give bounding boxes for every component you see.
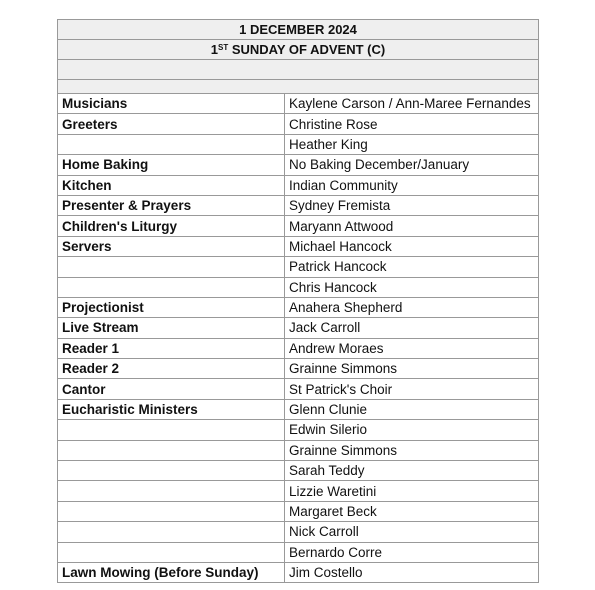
roster-table-body [58,94,539,583]
role-cell [58,440,285,460]
roster-table [57,93,539,583]
table-row [58,359,539,379]
table-row [58,134,539,154]
name-cell: Lizzie Waretini [285,481,539,501]
role-cell: Projectionist [58,297,285,317]
table-row [58,94,539,114]
role-cell [58,134,285,154]
table-row [58,379,539,399]
role-cell: Musicians [58,94,285,114]
name-cell: Anahera Shepherd [285,297,539,317]
role-cell: Home Baking [58,155,285,175]
table-row [58,318,539,338]
name-cell: Margaret Beck [285,501,539,521]
role-cell [58,501,285,521]
role-cell [58,461,285,481]
name-cell: Jim Costello [285,562,539,582]
name-cell: Andrew Moraes [285,338,539,358]
role-cell: Cantor [58,379,285,399]
table-row [58,440,539,460]
name-cell: Jack Carroll [285,318,539,338]
blank-spacer-row [57,79,539,93]
role-cell: Presenter & Prayers [58,195,285,215]
table-row [58,420,539,440]
role-cell: Reader 2 [58,359,285,379]
name-cell: Sarah Teddy [285,461,539,481]
name-cell: Bernardo Corre [285,542,539,562]
role-cell [58,277,285,297]
role-cell: Live Stream [58,318,285,338]
roster-occasion: 1ST SUNDAY OF ADVENT (C) [57,39,539,59]
table-row [58,155,539,175]
table-row [58,216,539,236]
name-cell: Kaylene Carson / Ann-Maree Fernandes [285,94,539,114]
table-row [58,399,539,419]
table-row [58,277,539,297]
table-row [58,501,539,521]
table-row [58,195,539,215]
table-row [58,522,539,542]
name-cell: Sydney Fremista [285,195,539,215]
name-cell: Glenn Clunie [285,399,539,419]
table-row [58,461,539,481]
name-cell: Heather King [285,134,539,154]
role-cell: Greeters [58,114,285,134]
roster-sheet [57,19,539,583]
name-cell: Grainne Simmons [285,440,539,460]
table-row [58,542,539,562]
table-row [58,338,539,358]
name-cell: Nick Carroll [285,522,539,542]
table-row [58,297,539,317]
role-cell: Servers [58,236,285,256]
role-cell: Lawn Mowing (Before Sunday) [58,562,285,582]
role-cell [58,522,285,542]
table-row [58,236,539,256]
role-cell [58,481,285,501]
name-cell: St Patrick's Choir [285,379,539,399]
role-cell [58,257,285,277]
name-cell: Patrick Hancock [285,257,539,277]
table-row [58,175,539,195]
table-row [58,114,539,134]
name-cell: Christine Rose [285,114,539,134]
name-cell: No Baking December/January [285,155,539,175]
blank-spacer-row [57,59,539,79]
role-cell: Kitchen [58,175,285,195]
name-cell: Grainne Simmons [285,359,539,379]
role-cell: Children's Liturgy [58,216,285,236]
name-cell: Edwin Silerio [285,420,539,440]
table-row [58,481,539,501]
name-cell: Chris Hancock [285,277,539,297]
name-cell: Indian Community [285,175,539,195]
name-cell: Michael Hancock [285,236,539,256]
table-row [58,562,539,582]
table-row [58,257,539,277]
role-cell: Eucharistic Ministers [58,399,285,419]
role-cell [58,420,285,440]
role-cell: Reader 1 [58,338,285,358]
roster-date: 1 DECEMBER 2024 [57,19,539,39]
name-cell: Maryann Attwood [285,216,539,236]
role-cell [58,542,285,562]
